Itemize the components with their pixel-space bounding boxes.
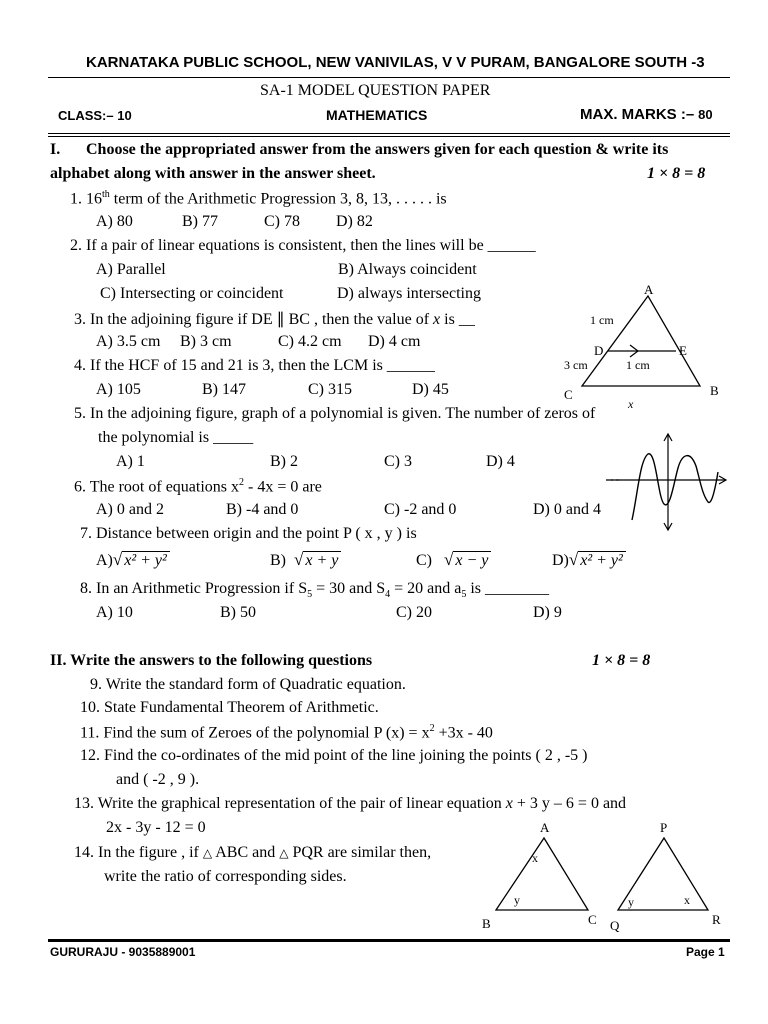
header-rule-top [48, 77, 730, 78]
polynomial-curve [632, 454, 718, 520]
triangle-abc [496, 838, 588, 910]
similar-triangles-figure [474, 816, 730, 936]
fig2-label-a: A [540, 820, 550, 835]
q13-text-line2: 2x - 3y - 12 = 0 [106, 819, 206, 836]
triangle-abc-outline [582, 296, 700, 386]
header-rule-2 [48, 136, 730, 137]
q14-text-line1: 14. In the figure , if △ ABC and △ PQR are similar then, [74, 844, 432, 861]
section-1-number: I. [50, 141, 61, 158]
q11-text: 11. Find the sum of Zeroes of the polynomial P $(x) = x^2 +3x - 40$ [80, 723, 493, 742]
q4-option-c: C) 315 [308, 381, 352, 398]
section-1-instruction-line2: alphabet along with answer in the answer sheet. [50, 165, 376, 182]
section-1-marks: 1 × 8 = 8 [647, 165, 706, 182]
q5-text-line2: the polynomial is _____ [98, 429, 254, 446]
class-label: CLASS:– 10 [58, 108, 132, 123]
q9-text: 9. Write the standard form of Quadratic equation. [90, 676, 406, 693]
fig1-label-a: A [644, 282, 654, 297]
max-marks-label: MAX. MARKS :– [580, 106, 695, 123]
q4-option-b: B) 147 [202, 381, 246, 398]
q8-option-c: C) 20 [396, 604, 432, 621]
q8-option-b: B) 50 [220, 604, 256, 621]
q12-text-line2: and ( -2 , 9 ). [116, 771, 200, 788]
q1-option-a: A) 80 [96, 213, 133, 230]
q2-option-d: D) always intersecting [337, 285, 481, 302]
triangle-symbol-icon: △ [279, 846, 289, 860]
fig1-label-x: x [628, 397, 634, 410]
q14-text-line2: write the ratio of corresponding sides. [104, 868, 347, 885]
fig1-label-3cm: 3 cm [564, 358, 588, 372]
paper-title: SA-1 MODEL QUESTION PAPER [260, 82, 491, 99]
q1-option-b: B) 77 [182, 213, 218, 230]
fig2-label-y-abc: y [514, 893, 520, 907]
q5-option-c: C) 3 [384, 453, 412, 470]
q2-option-c: C) Intersecting or coincident [100, 285, 284, 302]
header-rule-1 [48, 133, 730, 134]
section-1-instruction-line1: Choose the appropriated answer from the answers given for each question & write its [86, 141, 669, 158]
section-2-title: II. Write the answers to the following questions [50, 652, 373, 669]
fig2-label-q: Q [610, 918, 620, 933]
q1-option-d: D) 82 [336, 213, 373, 230]
q3-text: 3. In the adjoining figure if DE ∥ BC , then the value of x is __ [74, 311, 475, 328]
school-name: KARNATAKA PUBLIC SCHOOL, NEW VANIVILAS, V V PURAM, BANGALORE SOUTH -3 [86, 54, 705, 71]
q4-option-a: A) 105 [96, 381, 141, 398]
q7-option-d: D)√ x² + y² [552, 550, 626, 570]
q8-text: 8. In an Arithmetic Progression if $S_5 = 30$ and $S_4 = 20$ and $a_5$ is ________ [80, 580, 550, 601]
q3-option-c: C) 4.2 cm [278, 333, 342, 350]
q7-option-c: C) √ x − y [416, 550, 491, 570]
fig1-label-e: E [679, 343, 687, 358]
q8-option-d: D) 9 [533, 604, 562, 621]
q4-text: 4. If the HCF of 15 and 21 is 3, then the LCM is ______ [74, 357, 435, 374]
q2-option-a: A) Parallel [96, 261, 166, 278]
q7-text: 7. Distance between origin and the point P ( x , y ) is [80, 525, 417, 542]
footer-author: GURURAJU - 9035889001 [50, 945, 196, 959]
q3-option-a: A) 3.5 cm [96, 333, 161, 350]
q7-option-a: A)√ x² + y² [96, 550, 170, 570]
footer-rule [48, 939, 730, 942]
fig1-label-d: D [594, 343, 604, 358]
q6-option-d: D) 0 and 4 [533, 501, 601, 518]
max-marks [580, 106, 713, 124]
q6-option-a: A) 0 and 2 [96, 501, 164, 518]
q6-text: 6. The root of equations $x^2 - 4x = 0$ are [74, 477, 322, 496]
triangle-figure-de-bc [560, 280, 730, 410]
fig2-label-x-abc: x [532, 851, 538, 865]
fig2-label-x-pqr: x [684, 893, 690, 907]
fig2-label-c: C [588, 912, 597, 927]
q7-option-b: B) √ x + y [270, 550, 341, 570]
q6-option-b: B) -4 and 0 [226, 501, 299, 518]
subject-label: MATHEMATICS [326, 107, 428, 123]
q5-option-b: B) 2 [270, 453, 298, 470]
q8-option-a: A) 10 [96, 604, 133, 621]
q10-text: 10. State Fundamental Theorem of Arithmetic. [80, 699, 379, 716]
q6-option-c: C) -2 and 0 [384, 501, 457, 518]
q13-text-line1: 13. Write the graphical representation of the pair of linear equation x + 3 y – 6 = 0 and [74, 795, 627, 812]
section-2-marks: 1 × 8 = 8 [592, 652, 651, 669]
triangle-symbol-icon: △ [202, 846, 213, 860]
q2-option-b: B) Always coincident [338, 261, 477, 278]
footer-page-number: Page 1 [686, 945, 725, 959]
fig2-label-r: R [712, 912, 721, 927]
polynomial-graph [604, 432, 730, 532]
q5-text-line1: 5. In the adjoining figure, graph of a polynomial is given. The number of zeros of [74, 405, 596, 422]
fig1-label-1cm-top: 1 cm [590, 313, 614, 327]
q4-option-d: D) 45 [412, 381, 449, 398]
q12-text-line1: 12. Find the co-ordinates of the mid point of the line joining the points ( 2 , -5 ) [80, 747, 588, 764]
max-marks-value: 80 [698, 107, 713, 122]
q1-option-c: C) 78 [264, 213, 300, 230]
fig1-label-1cm-mid: 1 cm [626, 358, 650, 372]
fig2-label-p: P [660, 820, 668, 835]
q5-option-d: D) 4 [486, 453, 515, 470]
fig2-label-b: B [482, 916, 491, 931]
q3-option-d: D) 4 cm [368, 333, 421, 350]
q2-text: 2. If a pair of linear equations is consistent, then the lines will be ______ [70, 237, 536, 254]
q3-option-b: B) 3 cm [180, 333, 232, 350]
fig2-label-y-pqr: y [628, 895, 634, 909]
q1-text: 1. 16th term of the Arithmetic Progression 3, 8, 13, . . . . . is [70, 189, 447, 208]
q5-option-a: A) 1 [116, 453, 145, 470]
fig1-label-b: B [710, 383, 719, 398]
fig1-label-c: C [564, 387, 573, 402]
